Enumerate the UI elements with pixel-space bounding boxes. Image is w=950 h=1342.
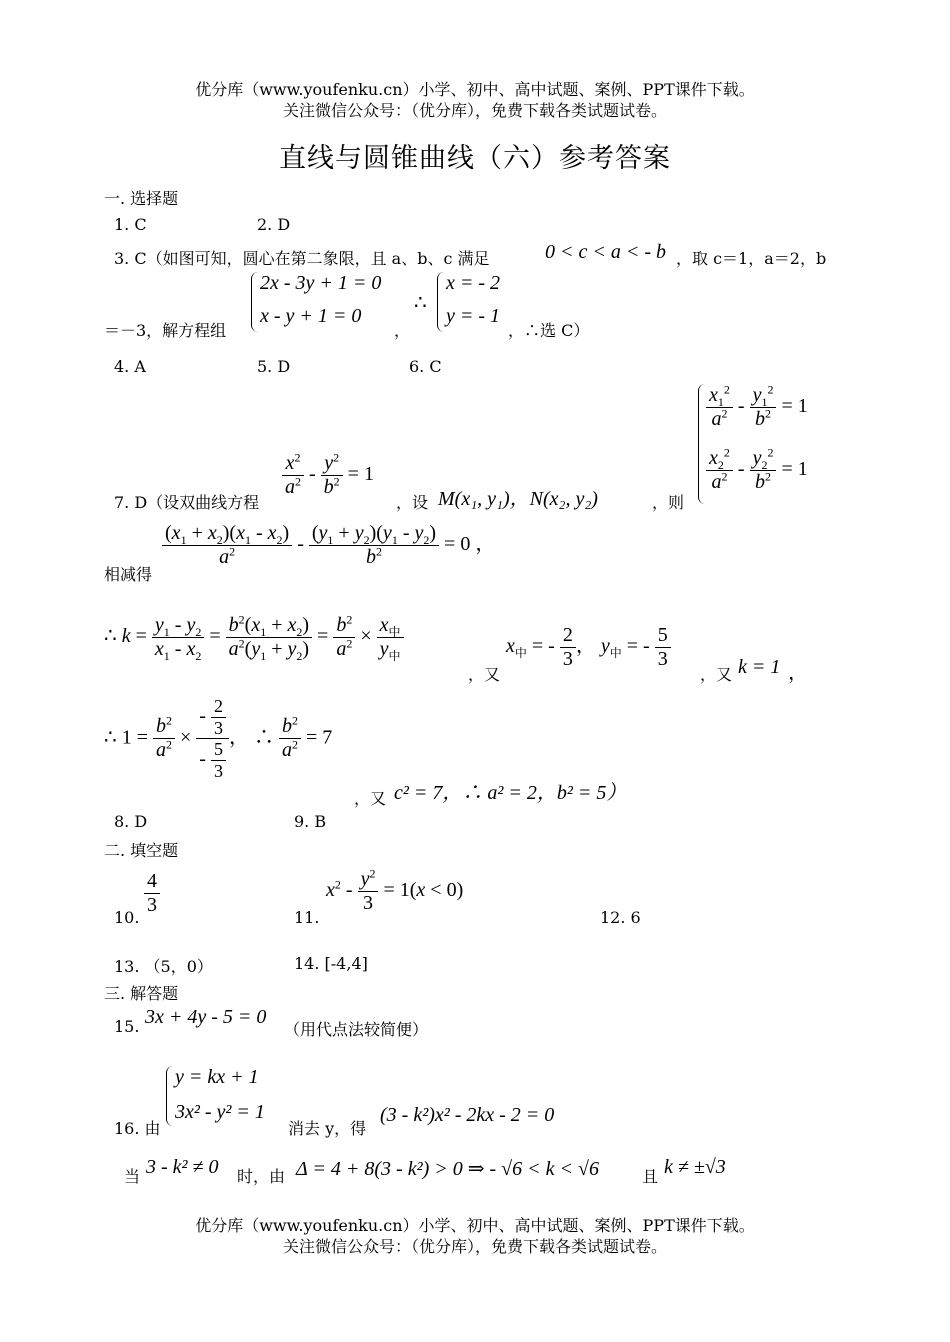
answer-6: 6. C xyxy=(409,357,442,376)
answer-4: 4. A xyxy=(114,357,146,376)
you-text-2: ，又 xyxy=(700,665,733,684)
answer-3-text-3: ＝－3，解方程组 xyxy=(104,321,227,340)
answer-2: 2. D xyxy=(257,215,291,234)
answer-1: 1. C xyxy=(114,215,147,234)
answer-11-equation: $x^2$ - $\frac{y^2}{3}$ = 1(x < 0) xyxy=(326,866,464,914)
header-line-1: 优分库（www.youfenku.cn）小学、初中、高中试题、案例、PPT课件下载。 xyxy=(195,80,755,99)
answer-8: 8. D xyxy=(114,812,148,831)
section-fill: 二. 填空题 xyxy=(104,841,179,860)
answer-15-note: （用代点法较简便） xyxy=(284,1020,429,1039)
comma-2: ， xyxy=(788,662,808,684)
q16-line-equation: y = kx + 1 xyxy=(175,1066,259,1088)
answer-9: 9. B xyxy=(294,812,327,831)
points-mn: M(x₁, y₁)，N(x₂, y₂) xyxy=(438,488,598,510)
answer-7-label: 7. D（设双曲线方程 xyxy=(114,493,260,512)
answer-3-text-2: ，取 c＝1，a＝2，b xyxy=(676,249,827,268)
she-text: ，设 xyxy=(396,493,429,512)
page-title: 直线与圆锥曲线（六）参考答案 xyxy=(279,143,671,174)
k-exclusion: k ≠ ±√3 xyxy=(664,1156,726,1178)
subtract-label: 相减得 xyxy=(104,565,153,584)
solution-y: y = - 1 xyxy=(446,305,501,327)
answer-3-text: 3. C（如图可知，圆心在第二象限，且 a、b、c 满足 xyxy=(114,249,490,268)
q7-system-brace xyxy=(698,384,705,504)
k-value: k = 1 xyxy=(738,656,781,678)
final-values: c² = 7，∴ a² = 2，b² = 5） xyxy=(394,782,627,804)
solution-x: x = - 2 xyxy=(446,272,501,294)
hyperbola-equation: $\frac{x^2}{a^2}$ - $\frac{y^2}{b^2}$ = 1 xyxy=(282,452,374,499)
answer-16-label: 16. 由 xyxy=(114,1119,161,1138)
section-choice: 一. 选择题 xyxy=(104,189,179,208)
answer-10-label: 10. xyxy=(114,908,140,927)
solution-brace xyxy=(437,272,444,332)
answer-3-inequality: 0 < c < a < - b xyxy=(545,241,667,263)
equation-3a: 2x - 3y + 1 = 0 xyxy=(260,272,382,294)
therefore-symbol: ∴ xyxy=(414,292,427,314)
slope-derivation: ∴ k = $\frac{y_1 - y_2}{x_1 - x_2}$ = $\frac{b^2(x_1 + x_2)}{a^2(y_1 + y_2)}$ = $\frac{b^2}{a^2}$ × $\frac{x_中}{y_中}$ xyxy=(104,614,404,661)
answer-15-equation: 3x + 4y - 5 = 0 xyxy=(145,1006,267,1028)
answer-14: 14. [-4,4] xyxy=(294,954,368,973)
answer-5: 5. D xyxy=(257,357,291,376)
q7-system-eq2: $\frac{x_2^2}{a^2}$ - $\frac{y_2^2}{b^2}$ = 1 xyxy=(706,447,808,494)
qie-text: 且 xyxy=(642,1167,659,1186)
condition: 3 - k² ≠ 0 xyxy=(146,1156,219,1178)
footer-line-1: 优分库（www.youfenku.cn）小学、初中、高中试题、案例、PPT课件下载。 xyxy=(195,1216,755,1235)
frac-num: 4 xyxy=(144,870,160,894)
q16-system-brace xyxy=(166,1066,173,1126)
header-line-2: 关注微信公众号：（优分库），免费下载各类试题试卷。 xyxy=(282,101,667,120)
when-text: 当 xyxy=(124,1167,141,1186)
equation-3b: x - y + 1 = 0 xyxy=(260,305,362,327)
answer-13: 13. （5，0） xyxy=(114,957,213,976)
ze-text: ，则 xyxy=(652,493,685,512)
difference-equation: $\frac{(x_1 + x_2)(x_1 - x_2)}{a^2}$ - $\frac{(y_1 + y_2)(y_1 - y_2)}{b^2}$ = 0 ， xyxy=(162,522,495,569)
shi-text: 时，由 xyxy=(237,1167,286,1186)
frac-den: 3 xyxy=(147,894,157,916)
comma: ， xyxy=(394,321,411,340)
quadratic-result: (3 - k²)x² - 2kx - 2 = 0 xyxy=(380,1104,555,1126)
section-solve: 三. 解答题 xyxy=(104,984,179,1003)
system-brace xyxy=(251,272,258,332)
ratio-derivation: ∴ 1 = $\frac{b^2}{a^2}$ × - $\frac{2}{3}$ - $\frac{5}{3}$ ， ∴ $\frac{b^2}{a^2}$ = 7 xyxy=(104,696,333,782)
eliminate-text: 消去 y，得 xyxy=(288,1119,367,1138)
answer-3-end: ，∴选 C） xyxy=(508,321,590,340)
discriminant: Δ = 4 + 8(3 - k²) > 0 ⇒ - √6 < k < √6 xyxy=(296,1158,599,1180)
q7-system-eq1: $\frac{x_1^2}{a^2}$ - $\frac{y_1^2}{b^2}$ = 1 xyxy=(706,384,808,431)
footer-line-2: 关注微信公众号：（优分库），免费下载各类试题试卷。 xyxy=(282,1237,667,1256)
you-text-1: ，又 xyxy=(468,665,501,684)
answer-10-fraction xyxy=(144,870,160,917)
you-text-3: ，又 xyxy=(354,789,387,808)
answer-15-label: 15. xyxy=(114,1017,140,1036)
q16-hyperbola-equation: 3x² - y² = 1 xyxy=(175,1101,265,1123)
answer-12: 12. 6 xyxy=(600,908,641,927)
answer-11-label: 11. xyxy=(294,908,320,927)
midpoint-values: $x_中$ = - $\frac{2}{3}$ ， $y_中$ = - $\frac{5}{3}$ xyxy=(506,624,671,671)
